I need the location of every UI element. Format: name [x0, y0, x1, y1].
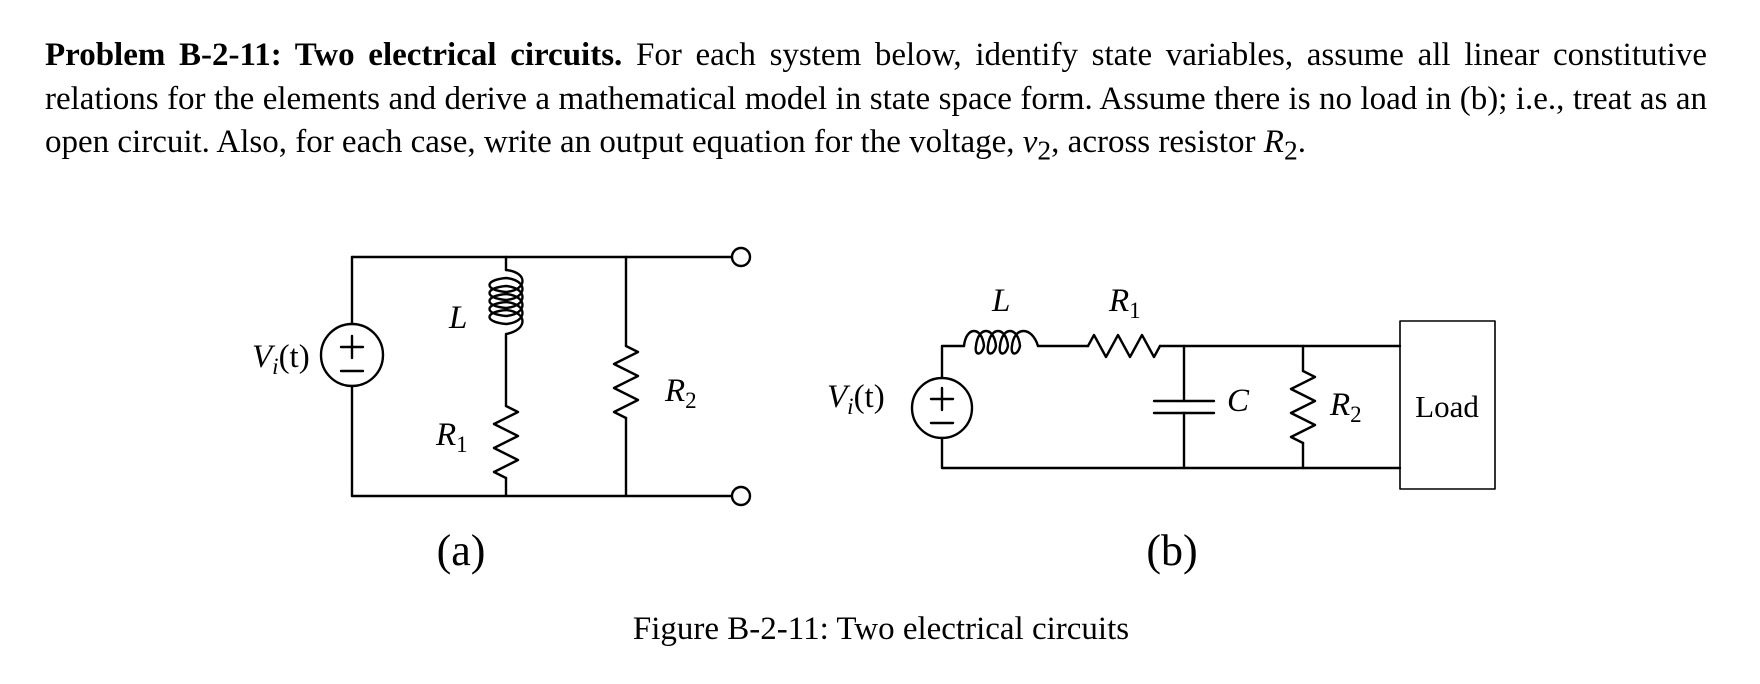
- figure-caption: Figure B-2-11: Two electrical circuits: [632, 611, 1130, 647]
- circuit-b: [912, 321, 1495, 489]
- problem-text-3: .: [1297, 124, 1306, 160]
- b-r1-icon: [1088, 335, 1160, 357]
- a-source-label: $V_i(t)$: [252, 339, 310, 379]
- problem-text-1: For each system below, identify state variables, assume all linear constitutive relations for the elements and derive a mathematical model in state space form. Assume there is no load in (b); i.e., treat as an open circuit. Also, for each case, write an output equation for the voltage,: [45, 37, 1707, 160]
- a-caption: (a): [436, 526, 486, 575]
- a-r1-icon: [494, 406, 518, 478]
- var-r-sub: 2: [1283, 134, 1298, 166]
- a-source-plus-icon: [341, 336, 363, 358]
- var-v: v: [1022, 124, 1038, 160]
- a-terminal-top-icon: [732, 248, 750, 266]
- problem-text-2: , across resistor: [1051, 124, 1264, 160]
- b-source-label: $V_i(t)$: [827, 379, 885, 419]
- a-r2-label: $R_2$: [665, 373, 697, 413]
- a-terminal-bottom-icon: [732, 487, 750, 505]
- b-wire-source-down: [942, 438, 1400, 468]
- b-r2-icon: [1291, 371, 1315, 443]
- b-r2-label: $R_2$: [1330, 387, 1362, 427]
- a-r1-label: $R_1$: [436, 417, 468, 457]
- var-r: R: [1263, 124, 1284, 160]
- b-cap-label: C: [1227, 383, 1250, 419]
- circuit-a: [321, 248, 750, 505]
- b-r1-label: $R_1$: [1109, 283, 1141, 323]
- a-r2-icon: [614, 346, 638, 418]
- b-inductor-icon: [964, 331, 1038, 354]
- b-source-plus-icon: [931, 388, 953, 410]
- b-load-label: Load: [1415, 389, 1479, 424]
- a-inductor-label: L: [449, 300, 468, 336]
- var-v-sub: 2: [1037, 134, 1052, 166]
- a-inductor-icon: [490, 270, 523, 338]
- b-wire-source-up: [942, 346, 964, 377]
- b-inductor-label: L: [992, 283, 1011, 319]
- b-capacitor-icon: [1154, 401, 1214, 413]
- b-caption: (b): [1146, 526, 1198, 575]
- problem-label: Problem B-2-11: Two electrical circuits.: [45, 37, 623, 73]
